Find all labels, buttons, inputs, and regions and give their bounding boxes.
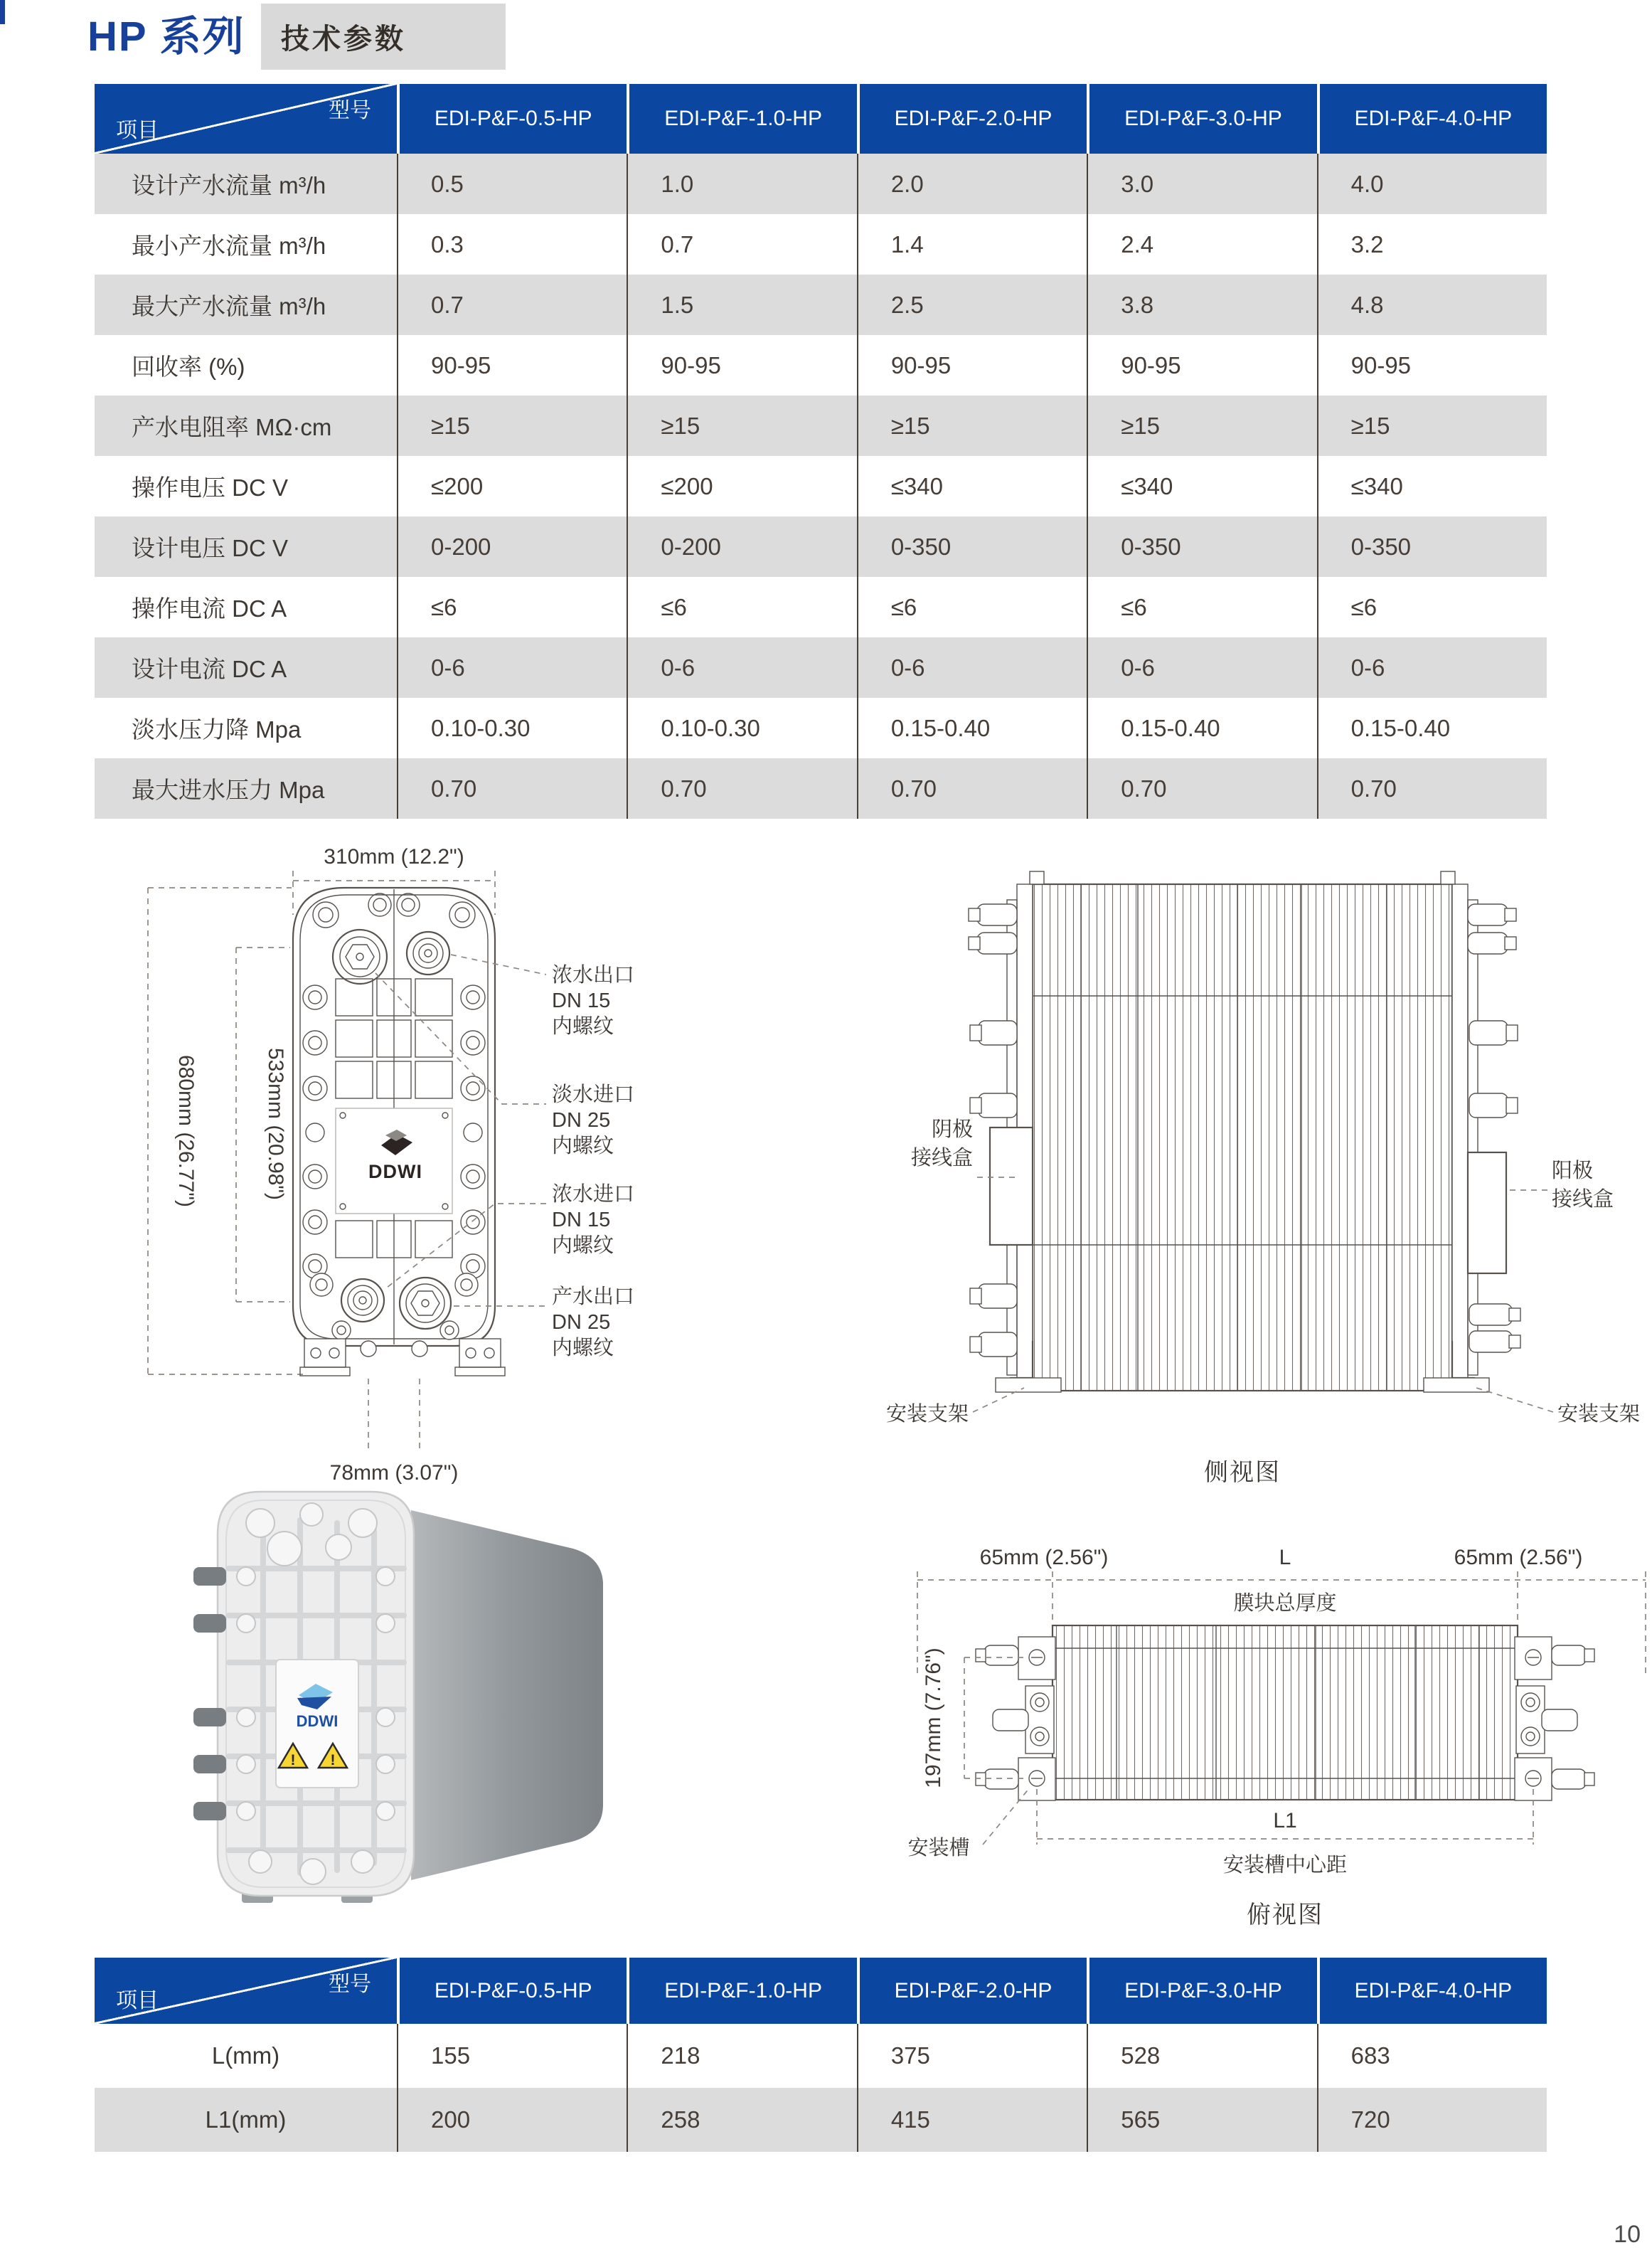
column-header: EDI-P&F-4.0-HP xyxy=(1317,1958,1547,2024)
column-header: EDI-P&F-0.5-HP xyxy=(397,1958,627,2024)
table-cell: ≤6 xyxy=(1087,577,1316,637)
table-cell: 4.0 xyxy=(1317,154,1547,214)
row-label: 操作电压 DC V xyxy=(132,474,289,501)
callout-line: DN 15 xyxy=(552,989,611,1012)
callout-line: 淡水进口 xyxy=(552,1083,635,1106)
page-corner-mark xyxy=(0,0,5,24)
table-cell: ≤340 xyxy=(857,456,1087,516)
logo-panel xyxy=(336,1108,452,1214)
table-cell: ≤6 xyxy=(397,577,627,637)
table-cell: ≥15 xyxy=(857,396,1087,456)
table-cell: 0.70 xyxy=(397,758,627,819)
table-row xyxy=(95,516,1547,577)
table-cell: 565 xyxy=(1087,2088,1316,2152)
table-cell: 0-200 xyxy=(627,516,856,577)
table-row xyxy=(95,2024,1547,2088)
subtitle-box xyxy=(261,4,506,70)
top-view-diagram xyxy=(818,1540,1650,1938)
column-header: EDI-P&F-4.0-HP xyxy=(1317,84,1547,154)
product-render xyxy=(192,1483,633,1906)
table-cell: 683 xyxy=(1317,2024,1547,2088)
table-cell: 90-95 xyxy=(857,335,1087,396)
column-headers xyxy=(397,84,1547,154)
corner-label-model: 型号 xyxy=(329,1973,371,1996)
table-cell: 528 xyxy=(1087,2024,1316,2088)
table-cell: 0.5 xyxy=(397,154,627,214)
table-corner-cell xyxy=(95,1958,397,2024)
table-cell: 90-95 xyxy=(627,335,856,396)
side-view-caption: 侧视图 xyxy=(1204,1459,1281,1486)
table-corner-cell xyxy=(95,84,397,154)
callout-line: 内螺纹 xyxy=(552,1337,614,1359)
dim-height-inner-label: 533mm (20.98") xyxy=(264,1047,287,1201)
spec-table xyxy=(95,84,1547,819)
table-cell: ≥15 xyxy=(1087,396,1316,456)
table-row xyxy=(95,214,1547,275)
column-header: EDI-P&F-1.0-HP xyxy=(627,84,856,154)
table-cell: 0-200 xyxy=(397,516,627,577)
table-cell: ≤6 xyxy=(857,577,1087,637)
table-cell: ≤200 xyxy=(397,456,627,516)
anode-label: 接线盒 xyxy=(1552,1188,1614,1211)
callout-line: DN 15 xyxy=(552,1209,611,1231)
table-cell: ≤340 xyxy=(1087,456,1316,516)
table-row xyxy=(95,396,1547,456)
table-cell: 720 xyxy=(1317,2088,1547,2152)
render-logo-text: DDWI xyxy=(296,1712,339,1730)
warning-mark: ! xyxy=(330,1752,336,1768)
table-cell: 1.4 xyxy=(857,214,1087,275)
table-cell: 0.7 xyxy=(397,275,627,335)
table-cell: 0.15-0.40 xyxy=(1317,698,1547,758)
page-title: HP 系列 xyxy=(87,14,245,60)
table-row xyxy=(95,2088,1547,2152)
top-view-caption: 俯视图 xyxy=(1247,1901,1323,1928)
dim-l-label: L xyxy=(1279,1546,1291,1569)
logo-text: DDWI xyxy=(368,1161,422,1182)
column-header: EDI-P&F-0.5-HP xyxy=(397,84,627,154)
spec-table-header xyxy=(95,84,1547,154)
table-cell: 0.15-0.40 xyxy=(857,698,1087,758)
table-cell: 90-95 xyxy=(1317,335,1547,396)
column-header: EDI-P&F-1.0-HP xyxy=(627,1958,856,2024)
corner-label-item: 项目 xyxy=(116,119,159,142)
table-cell: 0-6 xyxy=(1317,637,1547,698)
product-label xyxy=(276,1660,358,1788)
callout-line: 浓水进口 xyxy=(552,1183,635,1206)
callout-line: DN 25 xyxy=(552,1109,611,1132)
anode-label: 阳极 xyxy=(1552,1160,1594,1182)
table-cell: 200 xyxy=(397,2088,627,2152)
anode-junction-box xyxy=(1468,1152,1506,1273)
table-cell: 0-350 xyxy=(857,516,1087,577)
row-label: 产水电阻率 MΩ·cm xyxy=(132,414,332,440)
table-row xyxy=(95,698,1547,758)
row-label: L1(mm) xyxy=(205,2106,287,2133)
warning-mark: ! xyxy=(290,1752,296,1768)
rear-view-diagram xyxy=(100,839,782,1551)
module-body-side xyxy=(411,1510,603,1880)
table-cell: 0-6 xyxy=(627,637,856,698)
table-cell: 0-350 xyxy=(1087,516,1316,577)
table-cell: 1.5 xyxy=(627,275,856,335)
callout-line: 内螺纹 xyxy=(552,1234,614,1257)
table-row xyxy=(95,637,1547,698)
row-label: 操作电流 DC A xyxy=(132,595,287,622)
cathode-junction-box xyxy=(990,1128,1033,1245)
callout-line: 内螺纹 xyxy=(552,1015,614,1038)
table-cell: 0.70 xyxy=(1087,758,1316,819)
cathode-label: 接线盒 xyxy=(910,1147,973,1169)
dim-l1-label: L1 xyxy=(1273,1809,1297,1832)
slot-label: 安装槽 xyxy=(907,1837,970,1859)
table-cell: 415 xyxy=(857,2088,1087,2152)
table-cell: 3.8 xyxy=(1087,275,1316,335)
dimension-table xyxy=(95,1958,1547,2152)
table-cell: 0.70 xyxy=(627,758,856,819)
dim-left-label: 65mm (2.56") xyxy=(979,1546,1109,1569)
dimension-table-header xyxy=(95,1958,1547,2024)
cathode-label: 阴极 xyxy=(931,1118,973,1141)
row-label: L(mm) xyxy=(211,2042,280,2069)
table-cell: ≤6 xyxy=(627,577,856,637)
subtitle-label: 技术参数 xyxy=(281,23,406,55)
table-cell: 0.7 xyxy=(627,214,856,275)
table-cell: 0.10-0.30 xyxy=(397,698,627,758)
dim-bottom-label: 78mm (3.07") xyxy=(329,1461,459,1485)
table-cell: 3.2 xyxy=(1317,214,1547,275)
table-row xyxy=(95,275,1547,335)
table-cell: 1.0 xyxy=(627,154,856,214)
table-cell: 0-350 xyxy=(1317,516,1547,577)
table-cell: 0.3 xyxy=(397,214,627,275)
dim-width-label: 310mm (12.2") xyxy=(324,845,464,869)
l1-desc-label: 安装槽中心距 xyxy=(1222,1854,1348,1877)
table-row xyxy=(95,758,1547,819)
table-cell: ≤6 xyxy=(1317,577,1547,637)
table-cell: 0.15-0.40 xyxy=(1087,698,1316,758)
spec-table-body xyxy=(95,154,1547,819)
table-cell: 90-95 xyxy=(397,335,627,396)
dim-right-label: 65mm (2.56") xyxy=(1454,1546,1583,1569)
row-label: 淡水压力降 Mpa xyxy=(132,716,302,743)
callout-line: 浓水出口 xyxy=(552,964,635,987)
callout-line: DN 25 xyxy=(552,1311,611,1334)
row-label: 设计产水流量 m³/h xyxy=(132,172,326,198)
dimension-table-body xyxy=(95,2024,1547,2152)
table-row xyxy=(95,577,1547,637)
column-headers xyxy=(397,1958,1547,2024)
table-cell: 2.0 xyxy=(857,154,1087,214)
callout-line: 内螺纹 xyxy=(552,1135,614,1157)
table-row xyxy=(95,335,1547,396)
side-view-diagram xyxy=(804,843,1650,1494)
table-cell: 0-6 xyxy=(857,637,1087,698)
thickness-label: 膜块总厚度 xyxy=(1233,1592,1337,1615)
table-cell: 0.70 xyxy=(857,758,1087,819)
callout-line: 产水出口 xyxy=(552,1285,635,1308)
row-label: 设计电压 DC V xyxy=(132,535,289,561)
corner-label-item: 项目 xyxy=(116,1989,159,2012)
table-row xyxy=(95,456,1547,516)
row-label: 设计电流 DC A xyxy=(132,656,287,682)
table-cell: 0.10-0.30 xyxy=(627,698,856,758)
table-cell: 258 xyxy=(627,2088,856,2152)
column-header: EDI-P&F-3.0-HP xyxy=(1087,1958,1316,2024)
bracket-label-left: 安装支架 xyxy=(885,1403,969,1426)
table-cell: 0-6 xyxy=(1087,637,1316,698)
table-row xyxy=(95,154,1547,214)
table-cell: 4.8 xyxy=(1317,275,1547,335)
column-header: EDI-P&F-2.0-HP xyxy=(857,1958,1087,2024)
table-cell: 155 xyxy=(397,2024,627,2088)
table-cell: ≥15 xyxy=(397,396,627,456)
dim-depth-label: 197mm (7.76") xyxy=(922,1648,945,1788)
corner-label-model: 型号 xyxy=(329,99,371,122)
table-cell: 375 xyxy=(857,2024,1087,2088)
table-cell: ≥15 xyxy=(1317,396,1547,456)
row-label: 回收率 (%) xyxy=(132,354,245,380)
bracket-label-right: 安装支架 xyxy=(1557,1403,1641,1426)
row-label: 最小产水流量 m³/h xyxy=(132,233,326,259)
table-cell: 218 xyxy=(627,2024,856,2088)
page-number: 10 xyxy=(1614,2221,1641,2248)
row-label: 最大产水流量 m³/h xyxy=(132,293,326,319)
column-header: EDI-P&F-3.0-HP xyxy=(1087,84,1316,154)
table-cell: ≥15 xyxy=(627,396,856,456)
table-cell: ≤200 xyxy=(627,456,856,516)
table-cell: 0.70 xyxy=(1317,758,1547,819)
dim-height-outer-label: 680mm (26.77") xyxy=(174,1054,198,1208)
table-cell: 0-6 xyxy=(397,637,627,698)
table-cell: 2.4 xyxy=(1087,214,1316,275)
table-cell: 3.0 xyxy=(1087,154,1316,214)
table-cell: 90-95 xyxy=(1087,335,1316,396)
table-cell: ≤340 xyxy=(1317,456,1547,516)
table-cell: 2.5 xyxy=(857,275,1087,335)
row-label: 最大进水压力 Mpa xyxy=(132,777,325,803)
column-header: EDI-P&F-2.0-HP xyxy=(857,84,1087,154)
